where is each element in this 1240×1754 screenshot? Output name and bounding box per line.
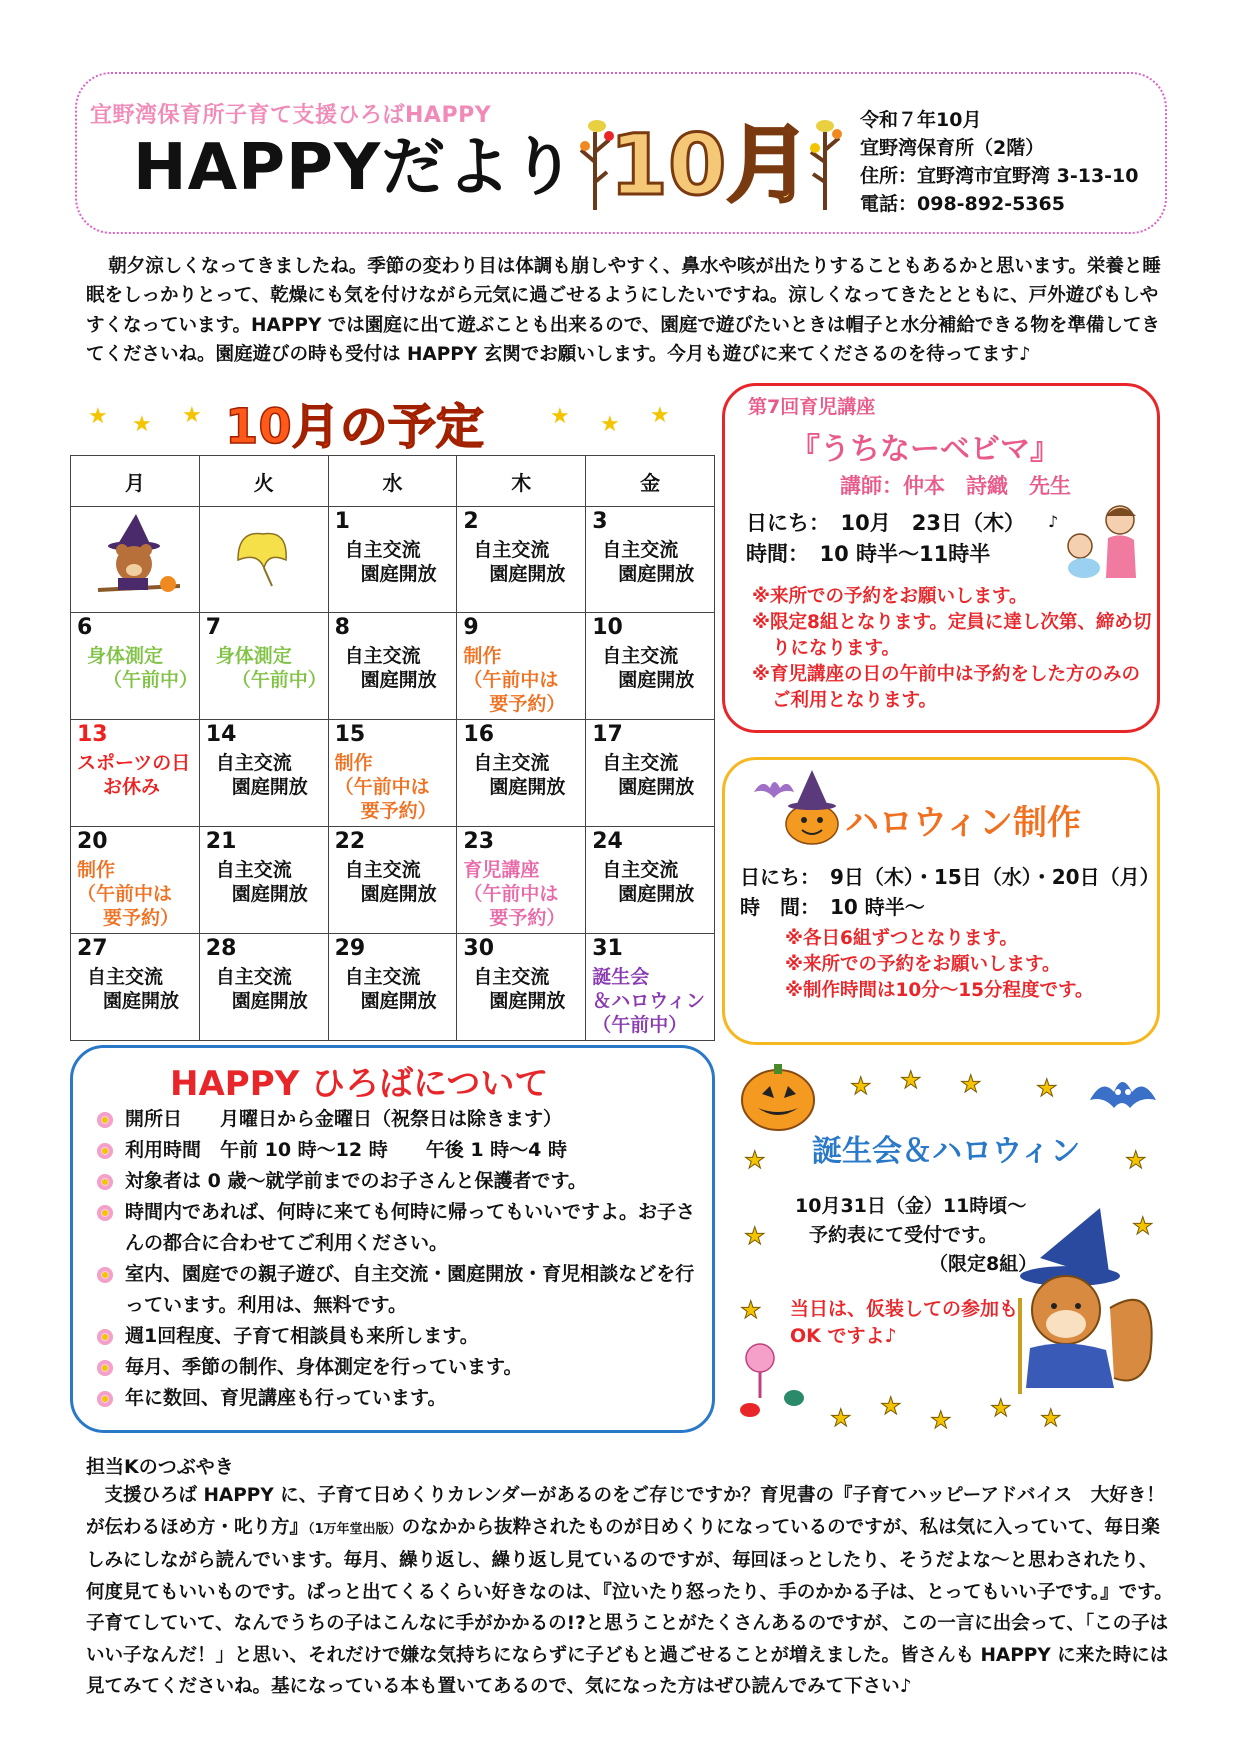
event-label: 身体測定 <box>215 645 292 667</box>
event-label: 自主交流 <box>473 539 550 561</box>
star-icon: ★ <box>880 1392 902 1420</box>
calendar-day-cell <box>457 934 586 1041</box>
hiroba-list <box>95 1104 705 1414</box>
calendar-day-cell <box>457 720 586 827</box>
event-label: 誕生会 <box>592 966 650 988</box>
star-icon: ★ <box>1125 1146 1147 1174</box>
event-label: 園庭開放 <box>489 563 566 585</box>
hiroba-item-text: 週1回程度、子育て相談員も来所します。 <box>125 1325 479 1347</box>
hiroba-item-text: 利用時間 午前 10 時～12 時 午後 1 時～4 時 <box>125 1139 568 1161</box>
flower-icon <box>97 1174 113 1190</box>
address-line: 住所：宜野湾市宜野湾 3-13-10 <box>860 165 1139 187</box>
star-icon: ★ <box>830 1404 852 1432</box>
star-icon: ★ <box>88 404 108 429</box>
birthday-title: 誕生会＆ハロウィン <box>812 1134 1081 1169</box>
event-label: 園庭開放 <box>103 990 180 1012</box>
day-number: 7 <box>205 615 222 640</box>
calendar-day-cell <box>199 934 328 1041</box>
day-number: 24 <box>592 829 623 854</box>
event-label: 園庭開放 <box>618 669 695 691</box>
day-number: 27 <box>77 936 108 961</box>
day-number: 6 <box>77 615 93 640</box>
craft-note: ※来所での予約をお願いします。 <box>785 954 1061 975</box>
calendar-week-row <box>71 827 715 934</box>
halloween-craft-title: ハロウィン制作 <box>845 803 1081 843</box>
star-icon: ★ <box>650 403 670 428</box>
event-label: 園庭開放 <box>360 990 437 1012</box>
event-label: 自主交流 <box>344 645 421 667</box>
event-label: 自主交流 <box>602 859 679 881</box>
day-number: 31 <box>592 936 623 961</box>
calendar-week-row <box>71 934 715 1041</box>
day-number: 8 <box>334 615 350 640</box>
event-label: 園庭開放 <box>618 883 695 905</box>
calendar-day-cell <box>199 613 328 720</box>
calendar-week-row <box>71 720 715 827</box>
craft-note: ※制作時間は10分～15分程度です。 <box>785 980 1094 1001</box>
star-icon: ★ <box>1132 1212 1154 1240</box>
event-label: 制作 <box>463 645 502 667</box>
day-number: 10 <box>592 615 623 640</box>
pumpkin-icon <box>742 1064 814 1130</box>
date-line: 令和７年10月 <box>860 109 982 131</box>
event-label: 自主交流 <box>344 539 421 561</box>
hiroba-title: HAPPY ひろばについて <box>170 1064 549 1104</box>
event-label: 自主交流 <box>602 645 679 667</box>
event-label: 自主交流 <box>344 859 421 881</box>
event-label: 自主交流 <box>473 752 550 774</box>
event-label: 育児講座 <box>463 859 540 881</box>
event-label: 自主交流 <box>602 752 679 774</box>
day-number: 23 <box>463 829 495 854</box>
day-number: 29 <box>334 936 366 961</box>
star-icon: ★ <box>1036 1074 1058 1102</box>
day-number: 17 <box>592 722 623 747</box>
seminar-note: ※来所での予約をお願いします。 <box>752 586 1028 607</box>
intro-paragraph: 朝夕涼しくなってきましたね。季節の変わり目は体調も崩しやすく、鼻水や咳が出たりすることもあるかと思います。栄養と睡眠をしっかりとって、乾燥にも気を付けながら元気に過ごせるようにしたいですね。涼しくなってきたとともに、戸外遊びもしやすくなっています。HAPPY では園庭に出て遊ぶことも出来るので、園庭で遊びたいときは帽子と水分補給できる物を準備してきてくださいね。園庭遊びの時も受付は HAPPY 玄関でお願いします。今月も遊びに来てくださるのを待ってます♪ <box>86 256 1161 365</box>
seminar-info <box>746 508 1025 570</box>
day-number: 9 <box>463 615 479 640</box>
seminar-date: 日にち： 10月 23日（木） <box>746 511 1025 535</box>
header-info <box>860 106 1139 218</box>
event-label: （午前中は <box>463 883 559 905</box>
calendar-day-cell <box>328 613 457 720</box>
star-icon: ★ <box>740 1296 762 1324</box>
hiroba-item-text: 年に数回、育児講座も行っています。 <box>125 1387 447 1409</box>
star-icon: ★ <box>1040 1404 1062 1432</box>
star-icon: ★ <box>744 1146 766 1174</box>
birthday-limit: （限定8組） <box>929 1253 1038 1275</box>
event-label: 園庭開放 <box>360 563 437 585</box>
month-label: 10月 <box>609 116 811 212</box>
event-label: 自主交流 <box>602 539 679 561</box>
hiroba-item <box>95 1166 705 1197</box>
event-label: 要予約） <box>489 693 566 715</box>
star-icon: ★ <box>900 1066 922 1094</box>
event-label: 自主交流 <box>87 966 164 988</box>
flower-icon <box>97 1112 113 1128</box>
bird-icon <box>588 120 606 132</box>
day-number: 30 <box>463 936 495 961</box>
calendar-day-cell <box>457 827 586 934</box>
seminar-notes <box>752 584 1152 714</box>
event-label: スポーツの日 <box>77 752 191 774</box>
birthday-datetime: 10月31日（金）11時頃～ <box>795 1195 1027 1217</box>
event-label: 園庭開放 <box>360 669 437 691</box>
seminar-lecturer: 講師：仲本 詩織 先生 <box>840 474 1071 498</box>
calendar-day-cell <box>328 720 457 827</box>
seminar-title: 『うちなーベビマ』 <box>790 432 1060 467</box>
star-icon: ★ <box>850 1072 872 1100</box>
calendar-day-cell <box>71 934 200 1041</box>
flower-icon <box>97 1143 113 1159</box>
hiroba-item <box>95 1383 705 1414</box>
seminar-note: ※限定8組となります。定員に達し次第、締め切りになります。 <box>752 612 1152 659</box>
pumpkin-bat-illustration <box>752 768 844 848</box>
flower-icon <box>97 1391 113 1407</box>
hiroba-item-text: 対象者は 0 歳～就学前までのお子さんと保護者です。 <box>125 1170 587 1192</box>
calendar-day-cell <box>586 507 715 613</box>
org-name: 宜野湾保育所子育て支援ひろばHAPPY <box>90 103 492 128</box>
craft-note: ※各日6組ずつとなります。 <box>785 928 1018 949</box>
event-label: 自主交流 <box>344 966 421 988</box>
candy-icon <box>740 1344 804 1417</box>
flower-icon <box>97 1267 113 1283</box>
witch-bear-illustration <box>88 512 188 602</box>
star-icon: ★ <box>182 403 202 428</box>
calendar-day-cell <box>457 507 586 613</box>
calendar-day-cell <box>199 827 328 934</box>
event-label: 身体測定 <box>87 645 164 667</box>
event-label: 園庭開放 <box>231 883 308 905</box>
event-label: 自主交流 <box>215 966 292 988</box>
birthday-info <box>795 1192 1037 1279</box>
star-icon: ★ <box>990 1394 1012 1422</box>
weekday-header: 金 <box>586 456 715 507</box>
star-icon: ★ <box>132 412 152 437</box>
event-label: 要予約） <box>103 907 180 929</box>
calendar-day-cell <box>586 720 715 827</box>
star-icon: ★ <box>550 404 570 429</box>
day-number: 1 <box>334 509 350 534</box>
event-label: （午前中は <box>334 776 430 798</box>
calendar-day-cell <box>457 613 586 720</box>
event-label: 自主交流 <box>473 966 550 988</box>
costume-line: OK ですよ♪ <box>790 1325 897 1347</box>
event-label: 自主交流 <box>215 859 292 881</box>
day-number: 22 <box>334 829 366 854</box>
publisher-note: （1万年堂出版） <box>308 1521 402 1537</box>
day-number: 16 <box>463 722 495 747</box>
calendar-week-row <box>71 613 715 720</box>
event-label: 制作 <box>334 752 373 774</box>
hiroba-item <box>95 1104 705 1135</box>
event-label: 園庭開放 <box>231 990 308 1012</box>
calendar-day-cell <box>71 720 200 827</box>
seminar-note: ※育児講座の日の午前中は予約をした方のみのご利用となります。 <box>752 664 1140 711</box>
weekday-header: 水 <box>328 456 457 507</box>
event-label: お休み <box>103 776 161 798</box>
month-illustration <box>575 112 845 212</box>
event-label: ＆ハロウィン <box>592 990 706 1012</box>
day-number: 2 <box>463 509 479 534</box>
day-number: 15 <box>334 722 366 747</box>
event-label: （午前中は <box>463 669 559 691</box>
day-number: 28 <box>205 936 237 961</box>
star-icon: ★ <box>960 1070 982 1098</box>
day-number: 14 <box>205 722 237 747</box>
calendar-day-cell <box>328 507 457 613</box>
tsubuyaki-text: のなかから抜粋されたものが日めくりになっているのですが、私は気に入っていて、毎日楽しみにしながら読んでいます。毎月、繰り返し、繰り返し見ているのですが、毎回ほっとしたり、そうだよな～と思わされたり、何度見てもいいものです。ぱっと出てくるくらい好きなのは、『泣いたり怒ったり、手のかかる子は、とってもいい子です。』です。子育てしていて、なんでうちの子はこんなに手がかかるの!?と思うことがたくさんあるのですが、この一言に出会って、「この子はいい子なんだ！」と思い、それだけで嫌な気持ちにならずに子どもと過ごせることが増えました。皆さんも HAPPY に来た時には見てみてくださいね。基になっている本も置いてあるので、気になった方はぜひ読んでみて下さい♪ <box>86 1516 1173 1697</box>
event-label: 園庭開放 <box>618 563 695 585</box>
weekday-row <box>71 456 715 507</box>
calendar-day-cell <box>71 613 200 720</box>
star-icon: ★ <box>930 1406 952 1434</box>
halloween-craft-notes <box>785 926 1094 1004</box>
phone-line: 電話：098-892-5365 <box>860 193 1065 215</box>
weekday-header: 木 <box>457 456 586 507</box>
event-label: （午前中は <box>77 883 173 905</box>
calendar-day-cell <box>328 827 457 934</box>
ginkgo-leaf-icon <box>228 520 298 590</box>
weekday-header: 月 <box>71 456 200 507</box>
flower-icon <box>97 1205 113 1221</box>
event-label: 自主交流 <box>215 752 292 774</box>
halloween-craft-info <box>740 862 1160 922</box>
hiroba-item-text: 開所日 月曜日から金曜日（祝祭日は除きます） <box>125 1108 563 1130</box>
mother-baby-illustration <box>1050 498 1150 586</box>
event-label: （午前中） <box>103 669 199 691</box>
hiroba-item-text: 毎月、季節の制作、身体測定を行っています。 <box>125 1356 523 1378</box>
hiroba-item-text: 時間内であれば、何時に来ても何時に帰ってもいいですよ。お子さんの都合に合わせてご利用ください。 <box>125 1201 696 1254</box>
day-number: 13 <box>77 722 108 747</box>
seminar-label: 第7回育児講座 <box>748 396 876 418</box>
calendar-day-cell <box>71 827 200 934</box>
hiroba-item <box>95 1259 705 1321</box>
event-label: 園庭開放 <box>231 776 308 798</box>
birthday-reservation: 予約表にて受付です。 <box>809 1224 998 1246</box>
hiroba-item <box>95 1352 705 1383</box>
craft-time: 時 間： 10 時半～ <box>740 895 925 919</box>
birthday-costume-note <box>790 1296 1018 1350</box>
calendar-day-cell <box>199 720 328 827</box>
star-icon: ★ <box>600 412 620 437</box>
schedule-title: 10月の予定 <box>225 399 484 455</box>
calendar-day-cell <box>586 827 715 934</box>
event-label: 要予約） <box>360 800 437 822</box>
seminar-time: 時間： 10 時半～11時半 <box>746 542 991 566</box>
event-label: 園庭開放 <box>360 883 437 905</box>
event-label: 園庭開放 <box>618 776 695 798</box>
event-label: 制作 <box>77 859 116 881</box>
event-label: （午前中） <box>592 1014 688 1036</box>
newsletter-title: HAPPYだより <box>133 131 577 205</box>
flower-icon <box>97 1329 113 1345</box>
day-number: 21 <box>205 829 237 854</box>
event-label: （午前中） <box>231 669 327 691</box>
craft-dates: 日にち： 9日（木）・15日（水）・20日（月） <box>740 865 1160 889</box>
music-note-icon: ♪ <box>1048 512 1059 531</box>
calendar-day-cell <box>586 934 715 1041</box>
tsubuyaki-title: 担当Kのつぶやき <box>86 1456 234 1478</box>
bird-icon <box>816 120 834 132</box>
event-label: 園庭開放 <box>489 776 566 798</box>
tsubuyaki-text: 支援ひろば HAPPY に、子育て日めくりカレンダーがあるのをご存じですか？育児書の『子育てハッピーアドバイス 大好き！が伝わるほめ方・叱り方』 <box>86 1485 1165 1538</box>
hiroba-item <box>95 1321 705 1352</box>
day-number: 3 <box>592 509 608 534</box>
hiroba-item-text: 室内、園庭での親子遊び、自主交流・園庭開放・育児相談などを行っています。利用は、無料です。 <box>125 1263 695 1316</box>
hiroba-item <box>95 1135 705 1166</box>
weekday-header: 火 <box>199 456 328 507</box>
day-number: 20 <box>77 829 108 854</box>
event-label: 要予約） <box>489 907 566 929</box>
facility-line: 宜野湾保育所（2階） <box>860 137 1045 159</box>
event-label: 園庭開放 <box>489 990 566 1012</box>
flower-icon <box>97 1360 113 1376</box>
star-icon: ★ <box>744 1222 766 1250</box>
bat-icon <box>1090 1082 1156 1108</box>
calendar-day-cell <box>328 934 457 1041</box>
calendar-day-cell <box>586 613 715 720</box>
costume-line: 当日は、仮装しての参加も <box>790 1298 1019 1320</box>
tsubuyaki-body <box>86 1480 1176 1703</box>
hiroba-item <box>95 1197 705 1259</box>
